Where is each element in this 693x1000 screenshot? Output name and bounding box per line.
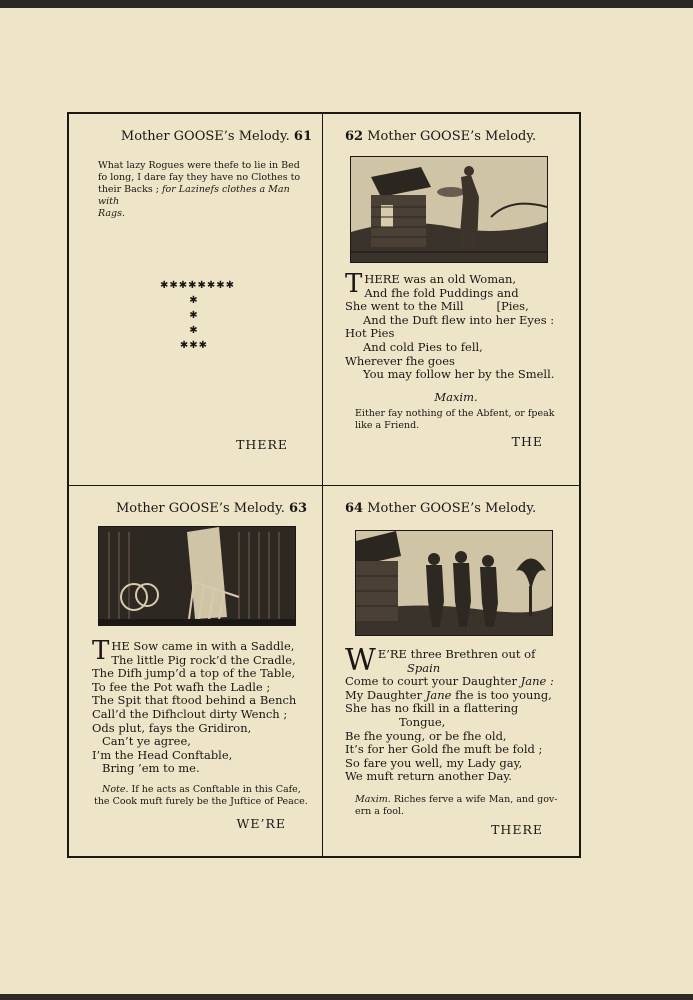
page-64-maxim bbox=[345, 794, 567, 818]
verse-line: HE Sow came in with a Saddle, bbox=[111, 639, 295, 653]
maxim-line: like a Friend. bbox=[355, 419, 420, 431]
maxim-label: Maxim. bbox=[355, 793, 391, 805]
page-64-header bbox=[345, 500, 567, 518]
page-64-catchword: THERE bbox=[491, 821, 543, 837]
verse-line: Wherever fhe goes bbox=[345, 353, 455, 368]
verse-line: We muft return another Day. bbox=[345, 769, 512, 784]
page-63-header bbox=[92, 500, 314, 518]
page-bottom-edge bbox=[0, 994, 693, 1000]
maxim-line: Riches ferve a wife Man, and gov- bbox=[390, 793, 558, 805]
page-62-catchword: THE bbox=[511, 433, 543, 449]
page-63-verse bbox=[92, 636, 314, 776]
verse-line: You may follow her by the Smell. bbox=[363, 367, 555, 382]
verse-line: HERE was an old Woman, bbox=[364, 272, 517, 286]
running-head: Mother GOOSE’s Melody. bbox=[116, 501, 285, 516]
moral-italic: for Lazinefs clothes a Man with bbox=[98, 184, 290, 207]
verse-line: Come to court your Daughter Jane : bbox=[345, 674, 554, 689]
verse-line: And fhe fold Puddings and bbox=[364, 285, 519, 300]
moral-italic-end: Rags. bbox=[98, 208, 126, 219]
verse-line: Ods plut, fays the Gridiron, bbox=[92, 720, 252, 735]
drop-cap: T bbox=[345, 269, 363, 299]
note-line: If he acts as Conftable in this Cafe, bbox=[128, 783, 301, 795]
verse-line: She has no fkill in a flattering bbox=[345, 701, 519, 716]
verse-line: Bring ’em to me. bbox=[102, 761, 200, 776]
note-line: the Cook muft furely be the Juftice of Peace. bbox=[94, 795, 308, 807]
verse-line: Be fhe young, or be fhe old, bbox=[345, 728, 507, 743]
maxim-text bbox=[345, 408, 567, 432]
verse-line: The little Pig rock’d the Cradle, bbox=[111, 652, 296, 667]
text-line: What lazy Rogues were thefe to lie in Bed bbox=[98, 160, 300, 171]
page-number: 64 bbox=[345, 501, 364, 516]
maxim-heading: Maxim. bbox=[434, 389, 478, 404]
maxim-line: ern a fool. bbox=[355, 805, 404, 817]
text-line: fo long, I dare fay they have no Clothes to bbox=[98, 172, 301, 183]
page-top-edge bbox=[0, 0, 693, 8]
page-number: 61 bbox=[293, 129, 312, 144]
cottage-woman-woodcut-icon bbox=[350, 156, 548, 263]
drop-cap: T bbox=[92, 636, 110, 666]
running-head: Mother GOOSE’s Melody. bbox=[120, 129, 290, 144]
barn-saddle-woodcut-icon bbox=[98, 526, 296, 626]
verse-line: And cold Pies to fell, bbox=[363, 339, 483, 354]
page-number: 62 bbox=[345, 129, 364, 144]
asterisk-letter-t-ornament-icon: ✱✱✱✱✱✱✱✱ ✱ ✱ ✱ ✱✱✱ bbox=[160, 280, 236, 351]
verse-line: Can’t ye agree, bbox=[102, 734, 191, 749]
verse-line: To fee the Pot wafh the Ladle ; bbox=[92, 679, 271, 694]
verse-line: And the Duft flew into her Eyes : bbox=[363, 312, 555, 327]
verse-line: It’s for her Gold fhe muft be fold ; bbox=[345, 742, 543, 757]
verse-line: So fare you well, my Lady gay, bbox=[345, 755, 523, 770]
three-men-woodcut-icon bbox=[355, 530, 553, 636]
page-62-verse bbox=[345, 269, 567, 382]
page-63-panel bbox=[92, 500, 314, 831]
page-61-panel bbox=[92, 128, 312, 220]
page-number: 63 bbox=[289, 501, 308, 516]
running-head: Mother GOOSE’s Melody. bbox=[367, 501, 537, 516]
page-62-header bbox=[345, 128, 567, 146]
text-line: their Backs ; bbox=[98, 184, 162, 195]
page-63-note bbox=[92, 784, 314, 808]
verse-line: The Difh jump’d a top of the Table, bbox=[92, 666, 296, 681]
page-64-verse bbox=[345, 643, 567, 784]
verse-line: I’m the Head Conftable, bbox=[92, 747, 233, 762]
verse-line: Tongue, bbox=[399, 714, 446, 729]
verse-line: My Daughter Jane fhe is too young, bbox=[345, 687, 552, 702]
drop-cap: W bbox=[345, 643, 376, 678]
page-61-text bbox=[92, 160, 312, 220]
note-label: Note. bbox=[102, 783, 129, 795]
page-62-panel bbox=[345, 128, 567, 449]
verse-line: Hot Pies bbox=[345, 326, 395, 341]
maxim-line: Either fay nothing of the Abfent, or fpeak bbox=[355, 407, 555, 419]
verse-line: Spain bbox=[407, 660, 441, 675]
verse-line: Call’d the Difhclout dirty Wench ; bbox=[92, 706, 288, 721]
middle-divider bbox=[67, 485, 581, 486]
page-63-catchword: WE’RE bbox=[236, 815, 286, 831]
verse-line: E’RE three Brethren out of bbox=[377, 647, 536, 661]
running-head: Mother GOOSE’s Melody. bbox=[367, 129, 537, 144]
verse-line: She went to the Mill [Pies, bbox=[345, 299, 529, 314]
page-61-catchword: THERE bbox=[236, 437, 288, 452]
page-61-header bbox=[92, 128, 312, 146]
verse-line: The Spit that ftood behind a Bench bbox=[92, 693, 297, 708]
page-64-panel bbox=[345, 500, 567, 837]
